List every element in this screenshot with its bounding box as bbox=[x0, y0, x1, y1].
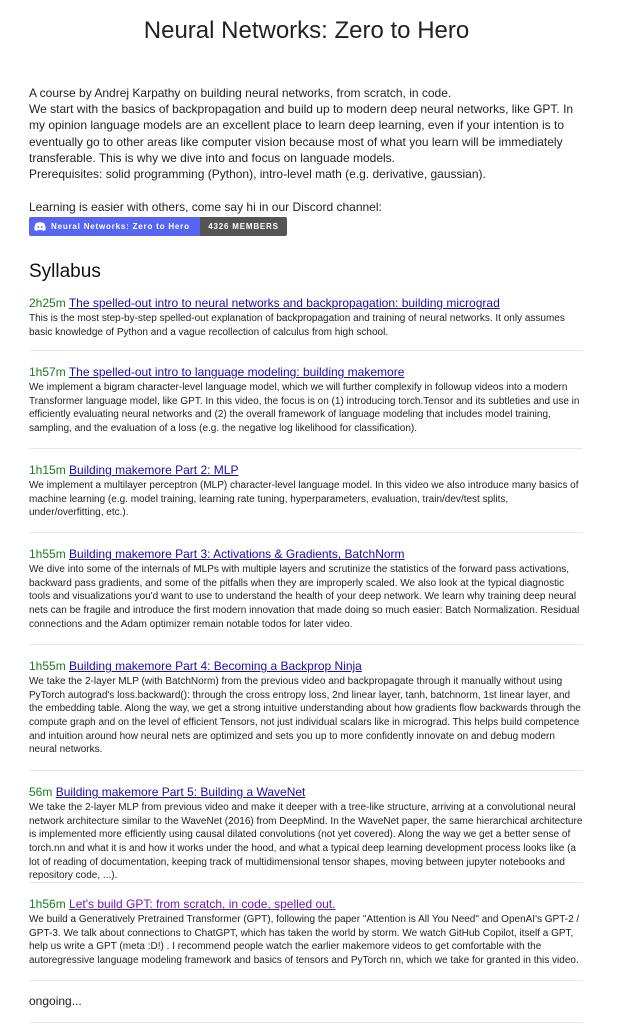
lecture-header bbox=[29, 897, 583, 912]
lecture-item bbox=[29, 785, 583, 883]
lecture-description: We take the 2-layer MLP from previous video and make it deeper with a tree-like structure, arriving at a convolutional neural network architecture similar to the WaveNet (2016) from DeepMind. In the WaveNet paper, the same hierarchical architecture is implemented more efficiently using causal dilated convolutions (not yet covered). Along the way we get a better sense of torch.nn and what it is and how it works under the hood, and what a typical deep learning development process looks like (a lot of reading of documentation, keeping track of multidimensional tensor shapes, moving between jupyter notebooks and repository code, ...). bbox=[29, 802, 583, 882]
intro-line: A course by Andrej Karpathy on building neural networks, from scratch, in code. bbox=[29, 86, 452, 100]
intro-line: Prerequisites: solid programming (Python), intro-level math (e.g. derivative, gaussian). bbox=[29, 167, 486, 182]
lecture-description: We implement a multilayer perceptron (MLP) character-level language model. In this video we also introduce many basics of machine learning (e.g. model training, learning rate tuning, hyperparameters, evaluation, train/dev/test splits, under/overfitting, etc.). bbox=[29, 480, 579, 519]
lecture-link[interactable]: Building makemore Part 5: Building a WaveNet bbox=[55, 785, 306, 800]
lecture-item bbox=[29, 365, 583, 449]
lecture-link[interactable]: Building makemore Part 4: Becoming a Backprop Ninja bbox=[69, 659, 362, 674]
discord-badge-name-section bbox=[29, 217, 200, 236]
lecture-item bbox=[29, 296, 583, 351]
lecture-link[interactable]: Let's build GPT: from scratch, in code, spelled out. bbox=[69, 897, 336, 912]
intro-line: We start with the basics of backpropagation and build up to modern deep neural networks, like GPT. In my opinion language models are an excellent place to learn deep learning, even if your intention is to eventually go to other areas like computer vision because most of what you learn will be immediately transferable. This is why we dive into and focus on languade models. bbox=[29, 102, 574, 165]
lecture-duration: 1h56m bbox=[29, 897, 66, 912]
lecture-duration: 2h25m bbox=[29, 296, 66, 311]
lecture-duration: 56m bbox=[29, 785, 53, 800]
lecture-header bbox=[29, 547, 583, 562]
lecture-duration: 1h55m bbox=[29, 659, 66, 674]
page-title: Neural Networks: Zero to Hero bbox=[143, 17, 470, 44]
lecture-item bbox=[29, 547, 583, 645]
lecture-item bbox=[29, 463, 583, 533]
lecture-link[interactable]: The spelled-out intro to language modeling: building makemore bbox=[68, 365, 405, 380]
lecture-item bbox=[29, 897, 583, 981]
lecture-list bbox=[29, 296, 584, 981]
syllabus-heading: Syllabus bbox=[29, 261, 101, 283]
lecture-header bbox=[29, 463, 583, 478]
discord-invite-text: Learning is easier with others, come say hi in our Discord channel: bbox=[29, 200, 382, 215]
ongoing-note: ongoing... bbox=[29, 994, 583, 1023]
lecture-description: We build a Generatively Pretrained Transformer (GPT), following the paper "Attention is All You Need" and OpenAI's GPT-2 / GPT-3. We talk about connections to ChatGPT, which has taken the world by storm. We watch GitHub Copilot, itself a GPT, help us write a GPT (meta :D!) . I recommend people watch the earlier makemore videos to get comfortable with the autoregressive language modeling framework and basics of tensors and PyTorch nn, which we take for granted in this video. bbox=[29, 914, 580, 966]
lecture-duration: 1h55m bbox=[29, 547, 66, 562]
lecture-header bbox=[29, 659, 583, 674]
discord-badge[interactable] bbox=[29, 217, 287, 236]
discord-icon bbox=[34, 222, 46, 231]
lecture-header bbox=[29, 785, 583, 800]
lecture-duration: 1h15m bbox=[29, 463, 66, 478]
lecture-description: This is the most step-by-step spelled-out explanation of backpropagation and training of neural networks. It only assumes basic knowledge of Python and a vague recollection of calculus from high school. bbox=[29, 313, 565, 338]
intro bbox=[29, 85, 584, 182]
lecture-header bbox=[29, 365, 583, 380]
lecture-header bbox=[29, 296, 583, 311]
lecture-description: We implement a bigram character-level language model, which we will further complexify in followup videos into a modern Transformer language model, like GPT. In this video, the focus is on (1) introducing torch.Tensor and its subtleties and use in efficiently evaluating neural networks and (2) the overall framework of language modeling that includes model training, sampling, and the evaluation of a loss (e.g. the negative log likelihood for classification). bbox=[29, 382, 580, 434]
lecture-description: We take the 2-layer MLP (with BatchNorm) from the previous video and backpropagate through it manually without using PyTorch autograd's loss.backward(): through the cross entropy loss, 2nd linear layer, tanh, batchnorm, 1st linear layer, and the embedding table. Along the way, we get a strong intuitive understanding about how gradients flow backwards through the compute graph and on the level of efficient Tensors, not just individual scalars like in micrograd. This helps build competence and intuition around how neural nets are optimized and sets you up to more confidently innovate on and debug modern neural networks. bbox=[29, 676, 581, 756]
lecture-description: We dive into some of the internals of MLPs with multiple layers and scrutinize the statistics of the forward pass activations, backward pass gradients, and some of the pitfalls when they are improperly scaled. We also look at the typical diagnostic tools and visualizations you'd want to use to understand the health of your deep network. We learn why training deep neural nets can be fragile and introduce the first modern innovation that made doing so much easier: Batch Normalization. Residual connections and the Adam optimizer remain notable todos for later video. bbox=[29, 564, 580, 630]
discord-badge-name: Neural Networks: Zero to Hero bbox=[51, 222, 190, 232]
lecture-duration: 1h57m bbox=[29, 365, 66, 380]
lecture-link[interactable]: The spelled-out intro to neural networks and backpropagation: building micrograd bbox=[68, 296, 500, 311]
discord-badge-members: 4326 MEMBERS bbox=[200, 217, 287, 236]
lecture-link[interactable]: Building makemore Part 2: MLP bbox=[69, 463, 239, 478]
lecture-item bbox=[29, 659, 583, 771]
lecture-link[interactable]: Building makemore Part 3: Activations & Gradients, BatchNorm bbox=[69, 547, 405, 562]
